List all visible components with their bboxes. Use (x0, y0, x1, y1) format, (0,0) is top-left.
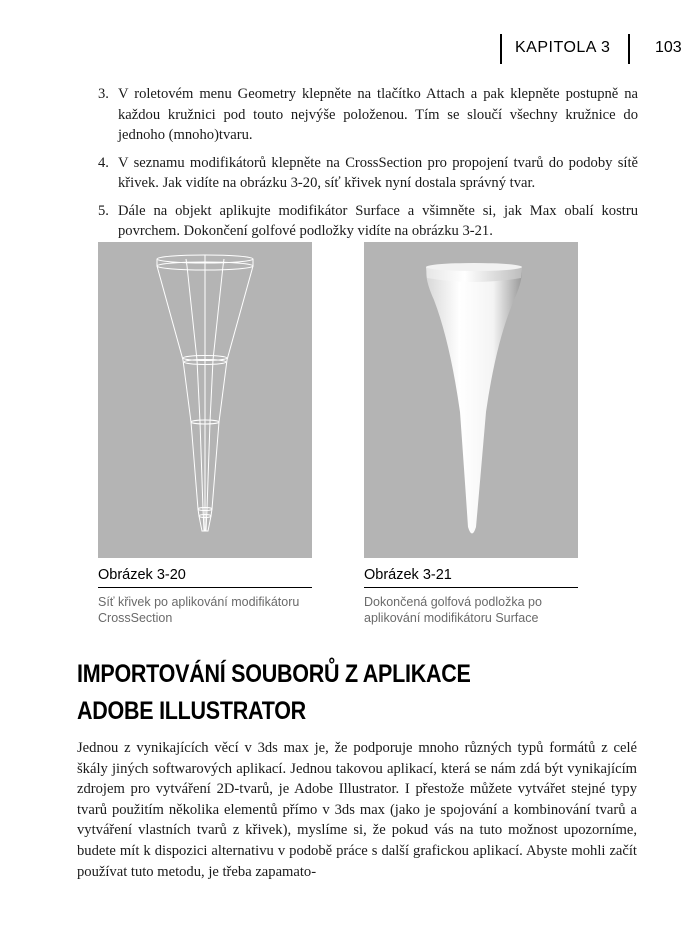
step-text: V roletovém menu Geometry klepněte na tlačítko Attach a pak klepněte postupně na každou kružnici pod touto nejvýše položenou. Tím se sloučí všechny kružnice do jednoho (mnoho)tvaru. (118, 86, 638, 143)
section-heading-line: ADOBE ILLUSTRATOR (77, 697, 306, 725)
figure-title: Obrázek 3-21 (364, 567, 578, 588)
section-body-paragraph: Jednou z vynikajících věcí v 3ds max je, že podporuje mnoho různých typů formátů z celé škály jiných softwarových aplikací. Jednou takovou aplikací, která se nám zdá být vynikajícím zdrojem pro vytváření 2D-tvarů, je Adobe Illustrator. I přestože můžete vytvářet stejné typy tvarů použitím několika elementů přímo v 3ds max (jako je spojování a kombinování tvarů a vytváření vlastních tvarů z křivek), myslíme si, že pokud vás na tuto možnost upozorníme, budete mít k dispozici alternativu v podobě práce s další grafickou aplikací. Abyste mohli začít používat tuto metodu, je třeba zapamato- (77, 740, 637, 880)
figure-caption (364, 567, 578, 626)
step-number: 3. (98, 86, 109, 102)
figure-rendered-tee (364, 242, 578, 558)
step-number: 4. (98, 154, 109, 171)
figure-caption (98, 567, 312, 626)
section-heading (77, 656, 559, 730)
header-divider (628, 34, 630, 64)
header-divider (500, 34, 502, 64)
page-number: 103 (655, 39, 682, 56)
section-heading-line: IMPORTOVÁNÍ SOUBORŮ Z APLIKACE (77, 660, 471, 688)
step-text: Dále na objekt aplikujte modifikátor Surface a všimněte si, jak Max obalí kostru povrchem. Dokončení golfové podložky vidíte na obrázku 3-21. (118, 202, 638, 239)
rendered-tee-image (364, 242, 578, 558)
figure-wireframe-tee (98, 242, 312, 558)
step-text: V seznamu modifikátorů klepněte na CrossSection pro propojení tvarů do podoby sítě křivek. Jak vidíte na obrázku 3-20, síť křivek nyní dostala správný tvar. (118, 154, 638, 191)
wireframe-tee-image (98, 242, 312, 558)
list-item (98, 153, 638, 194)
list-item (98, 201, 638, 242)
step-list (98, 84, 638, 249)
figure-title: Obrázek 3-20 (98, 567, 312, 588)
page-header (0, 34, 700, 64)
list-item (98, 84, 638, 146)
figure-caption-text: Síť křivek po aplikování modifikátoru CrossSection (98, 595, 300, 625)
step-number: 5. (98, 202, 109, 219)
chapter-label: KAPITOLA 3 (515, 39, 611, 56)
figure-caption-text: Dokončená golfová podložka po aplikování modifikátoru Surface (364, 595, 542, 625)
